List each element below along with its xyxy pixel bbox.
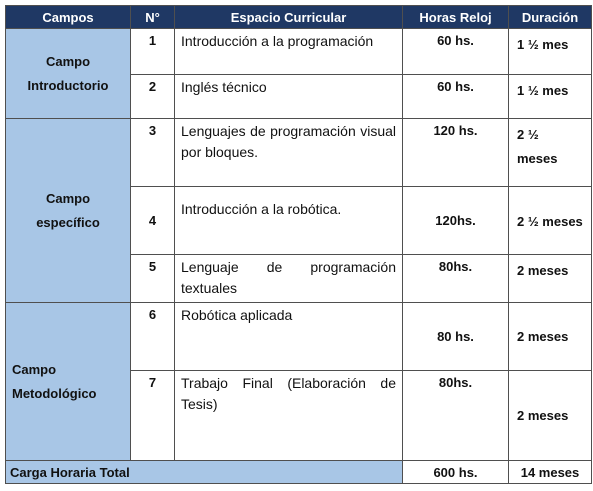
row-number: 2 [131, 75, 175, 119]
campo-label: Campo [45, 53, 91, 69]
row-number: 6 [131, 303, 175, 371]
campo-especifico-cell [6, 119, 131, 303]
row-number: 1 [131, 29, 175, 75]
row-number: 5 [131, 255, 175, 303]
duracion: 1 ½ mes [509, 75, 592, 119]
total-label: Carga Horaria Total [6, 461, 403, 484]
campo-metodologico-cell [6, 303, 131, 461]
espacio-curricular: Lenguaje de programación textuales [175, 255, 403, 303]
horas-reloj: 120 hs. [403, 119, 509, 187]
header-campos: Campos [6, 6, 131, 29]
campo-label: específico [36, 214, 100, 230]
horas-reloj: 120hs. [403, 187, 509, 255]
campo-label: Campo [45, 190, 91, 206]
campo-introductorio-cell [6, 29, 131, 119]
curriculum-table [5, 5, 592, 484]
espacio-curricular: Introducción a la programación [175, 29, 403, 75]
table-row [6, 119, 592, 187]
table-row [6, 29, 592, 75]
row-number: 4 [131, 187, 175, 255]
duracion: 2 ½ meses [509, 119, 592, 187]
horas-reloj: 80 hs. [403, 303, 509, 371]
duracion: 2 meses [509, 371, 592, 461]
duracion: 2 meses [509, 303, 592, 371]
campo-label: Campo [12, 361, 57, 377]
table-row [6, 303, 592, 371]
header-espacio: Espacio Curricular [175, 6, 403, 29]
total-horas: 600 hs. [403, 461, 509, 484]
duracion: 1 ½ mes [509, 29, 592, 75]
horas-reloj: 60 hs. [403, 29, 509, 75]
campo-label: Metodológico [12, 385, 97, 401]
header-duracion: Duración [509, 6, 592, 29]
horas-reloj: 80hs. [403, 255, 509, 303]
header-horas: Horas Reloj [403, 6, 509, 29]
espacio-curricular: Introducción a la robótica. [175, 187, 403, 255]
total-duracion: 14 meses [509, 461, 592, 484]
duracion: 2 ½ meses [509, 187, 592, 255]
duracion: 2 meses [509, 255, 592, 303]
espacio-curricular: Robótica aplicada [175, 303, 403, 371]
espacio-curricular: Lenguajes de programación visual por bloques. [175, 119, 403, 187]
campo-label: Introductorio [27, 77, 109, 93]
header-row [6, 6, 592, 29]
espacio-curricular: Trabajo Final (Elaboración de Tesis) [175, 371, 403, 461]
row-number: 3 [131, 119, 175, 187]
horas-reloj: 60 hs. [403, 75, 509, 119]
row-number: 7 [131, 371, 175, 461]
horas-reloj: 80hs. [403, 371, 509, 461]
espacio-curricular: Inglés técnico [175, 75, 403, 119]
total-row [6, 461, 592, 484]
header-numero: N° [131, 6, 175, 29]
